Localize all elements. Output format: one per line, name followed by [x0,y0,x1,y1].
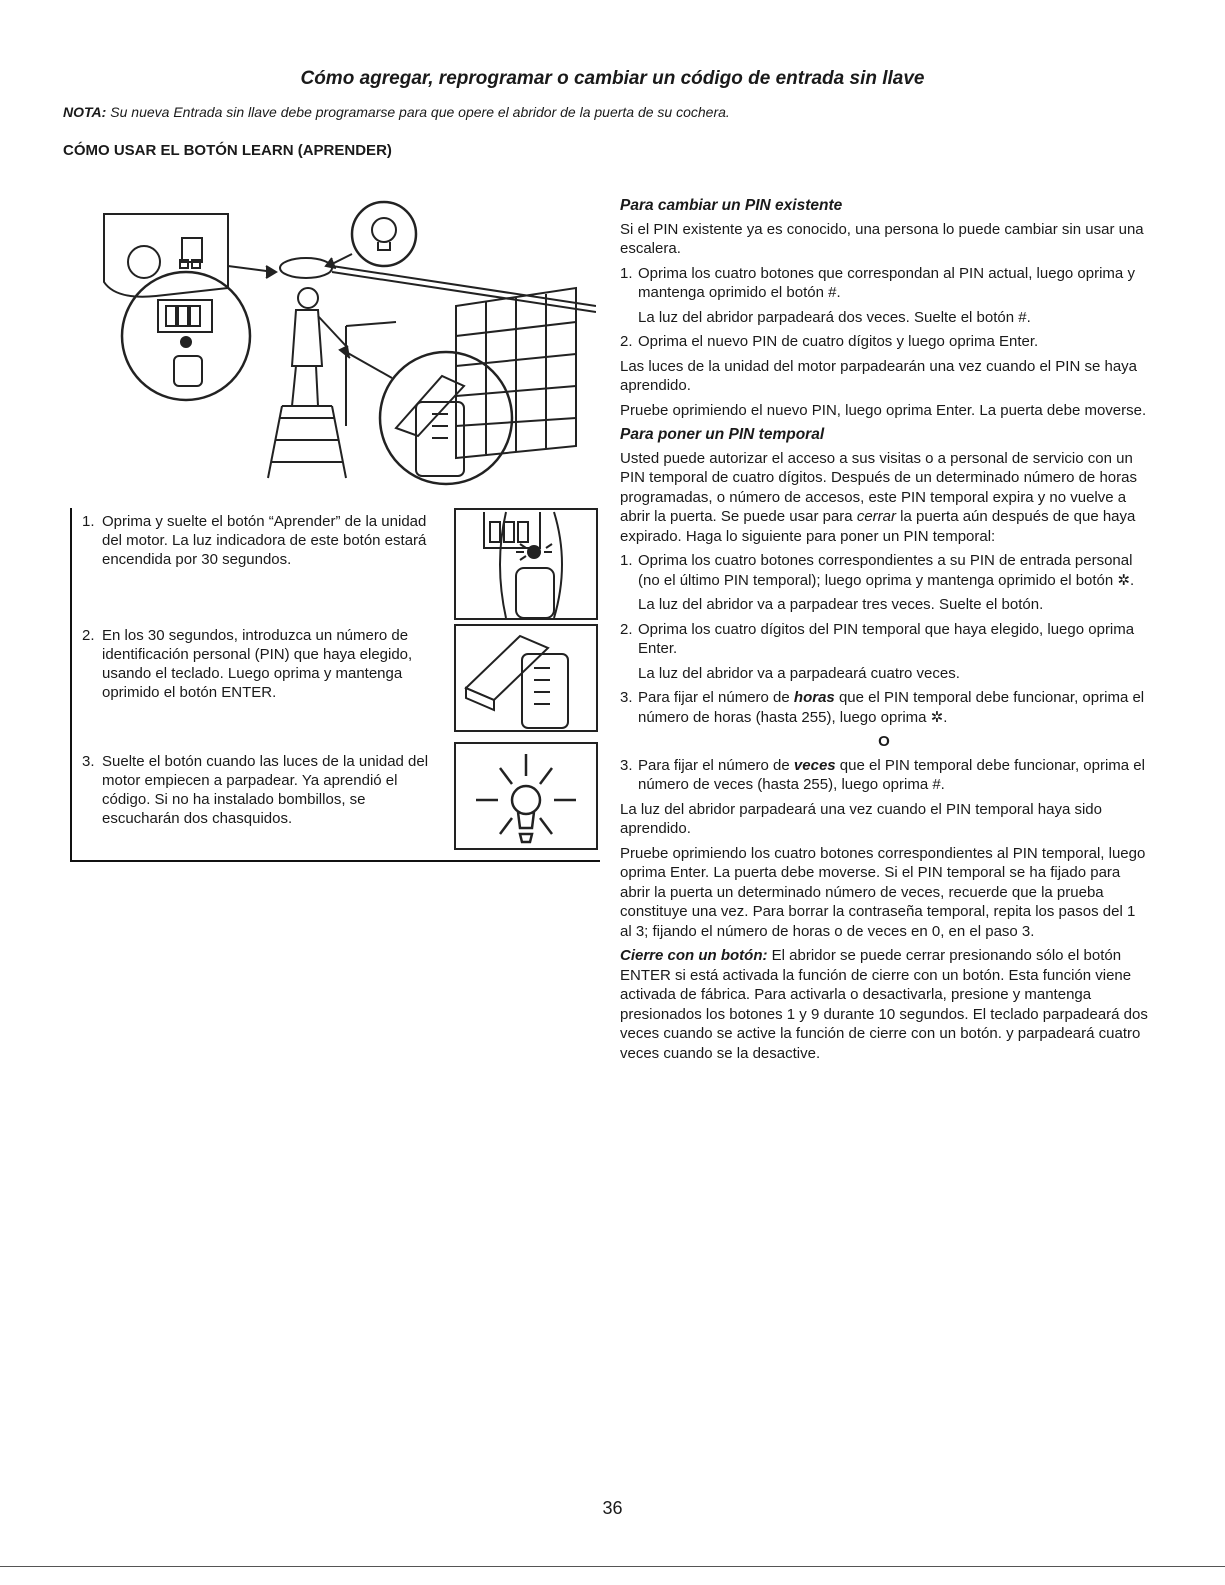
learn-step-2: 2. En los 30 segundos, introduzca un número de identificación personal (PIN) que haya elegido, usando el teclado. Luego oprima y mantenga oprimido el botón ENTER. [82,627,413,701]
note-label: NOTA: [63,104,107,120]
temp-pin-result: La luz del abridor parpadeará una vez cuando el PIN temporal haya sido aprendido. [620,800,1102,837]
learn-step-3-text: Suelte el botón cuando las luces de la unidad del motor empiecen a parpadear. Ya aprendió el código. Si no ha instalado bombillos, se escucharán dos chasquidos. [102,753,429,827]
change-pin-intro: Si el PIN existente ya es conocido, una persona lo puede cambiar sin usar una escalera. [620,220,1144,257]
learn-steps-box [70,508,600,862]
page-number: 36 [602,1498,623,1518]
learn-step-1: 1. Oprima y suelte el botón “Aprender” de la unidad del motor. La luz indicadora de este botón estará encendida por 30 segundos. [82,513,427,568]
temp-pin-step-3b: 3. Para fijar el número de veces que el PIN temporal debe funcionar, oprima el número de veces (hasta 255), luego oprima #. [620,756,1145,793]
change-pin-test: Pruebe oprimiendo el nuevo PIN, luego oprima Enter. La puerta debe moverse. [620,401,1147,419]
temp-pin-step-2: 2. Oprima los cuatro dígitos del PIN temporal que haya elegido, luego oprima Enter. [620,620,1135,657]
right-column [620,196,1148,1068]
light-bulb-icon [454,742,598,850]
learn-step-1-text: Oprima y suelte el botón “Aprender” de la unidad del motor. La luz indicadora de este botón estará encendida por 30 segundos. [102,513,427,568]
learn-step-3: 3. Suelte el botón cuando las luces de la unidad del motor empiecen a parpadear. Ya aprendió el código. Si no ha instalado bombillos, se escucharán dos chasquidos. [82,753,429,827]
change-pin-step-1-note: La luz del abridor parpadeará dos veces. Suelte el botón #. [638,308,1031,326]
temp-pin-step-2-note: La luz del abridor va a parpadeará cuatro veces. [638,664,960,682]
temp-pin-intro: Usted puede autorizar el acceso a sus visitas o a personal de servicio con un PIN temporal de cuatro dígitos. Después de un determinado número de horas programadas, o número de accesos, este PIN temporal expira y no vuelve a abrir la puerta. Se puede usar para cerrar la puerta aún después de que haya expirado. Haga lo siguiente para poner un PIN temporal: [620,449,1137,545]
or-separator: O [878,733,890,750]
change-pin-step-2: 2. Oprima el nuevo PIN de cuatro dígitos y luego oprima Enter. [620,333,1039,350]
bottom-rule [0,1566,1225,1567]
page-title: Cómo agregar, reprogramar o cambiar un código de entrada sin llave [300,68,925,89]
one-button-close: Cierre con un botón: El abridor se puede cerrar presionando sólo el botón ENTER si está activada la función de cierre con un botón. Esta función viene activada de fábrica. Para activarla o desactivarla, presione y mantenga presionados los botones 1 y 9 durante 10 segundos. El teclado parpadeará dos veces cuando se active la función de cierre con un botón. y parpadeará cuatro veces cuando se la desactive. [620,947,1148,1062]
change-pin-heading: Para cambiar un PIN existente [620,197,843,214]
keypad-icon [454,624,598,732]
change-pin-step-1: 1. Oprima los cuatro botones que correspondan al PIN actual, luego oprima y mantenga oprimido el botón #. [620,264,1135,301]
temp-pin-step-3a: 3. Para fijar el número de horas que el PIN temporal debe funcionar, oprima el número de horas (hasta 255), luego oprima ✲. [620,689,1145,726]
garage-illustration [96,196,596,486]
note [63,104,730,120]
note-text: Su nueva Entrada sin llave debe programarse para que opere el abridor de la puerta de su cochera. [110,104,730,120]
learn-step-2-text: En los 30 segundos, introduzca un número de identificación personal (PIN) que haya elegido, usando el teclado. Luego oprima y mantenga oprimido el botón ENTER. [102,627,413,701]
temp-pin-step-1: 1. Oprima los cuatro botones correspondientes a su PIN de entrada personal (no el último PIN temporal); luego oprima y mantenga oprimido el botón ✲. [620,552,1135,589]
learn-button-icon [454,508,598,620]
change-pin-result: Las luces de la unidad del motor parpadearán una vez cuando el PIN se haya aprendido. [620,357,1138,394]
temp-pin-step-1-note: La luz del abridor va a parpadear tres veces. Suelte el botón. [638,596,1044,613]
temp-pin-test: Pruebe oprimiendo los cuatro botones correspondientes al PIN temporal, luego oprima Enter. La puerta debe moverse. Si el PIN temporal se ha fijado para abrir la puerta un determinado número de veces, recuerde que la prueba constituye una vez. Para borrar la contraseña temporal, repita los pasos del 1 al 3; fijando el número de horas o de veces en 0, en el paso 3. [620,844,1146,940]
temp-pin-heading: Para poner un PIN temporal [620,426,825,443]
section-heading: CÓMO USAR EL BOTÓN LEARN (APRENDER) [63,142,392,159]
